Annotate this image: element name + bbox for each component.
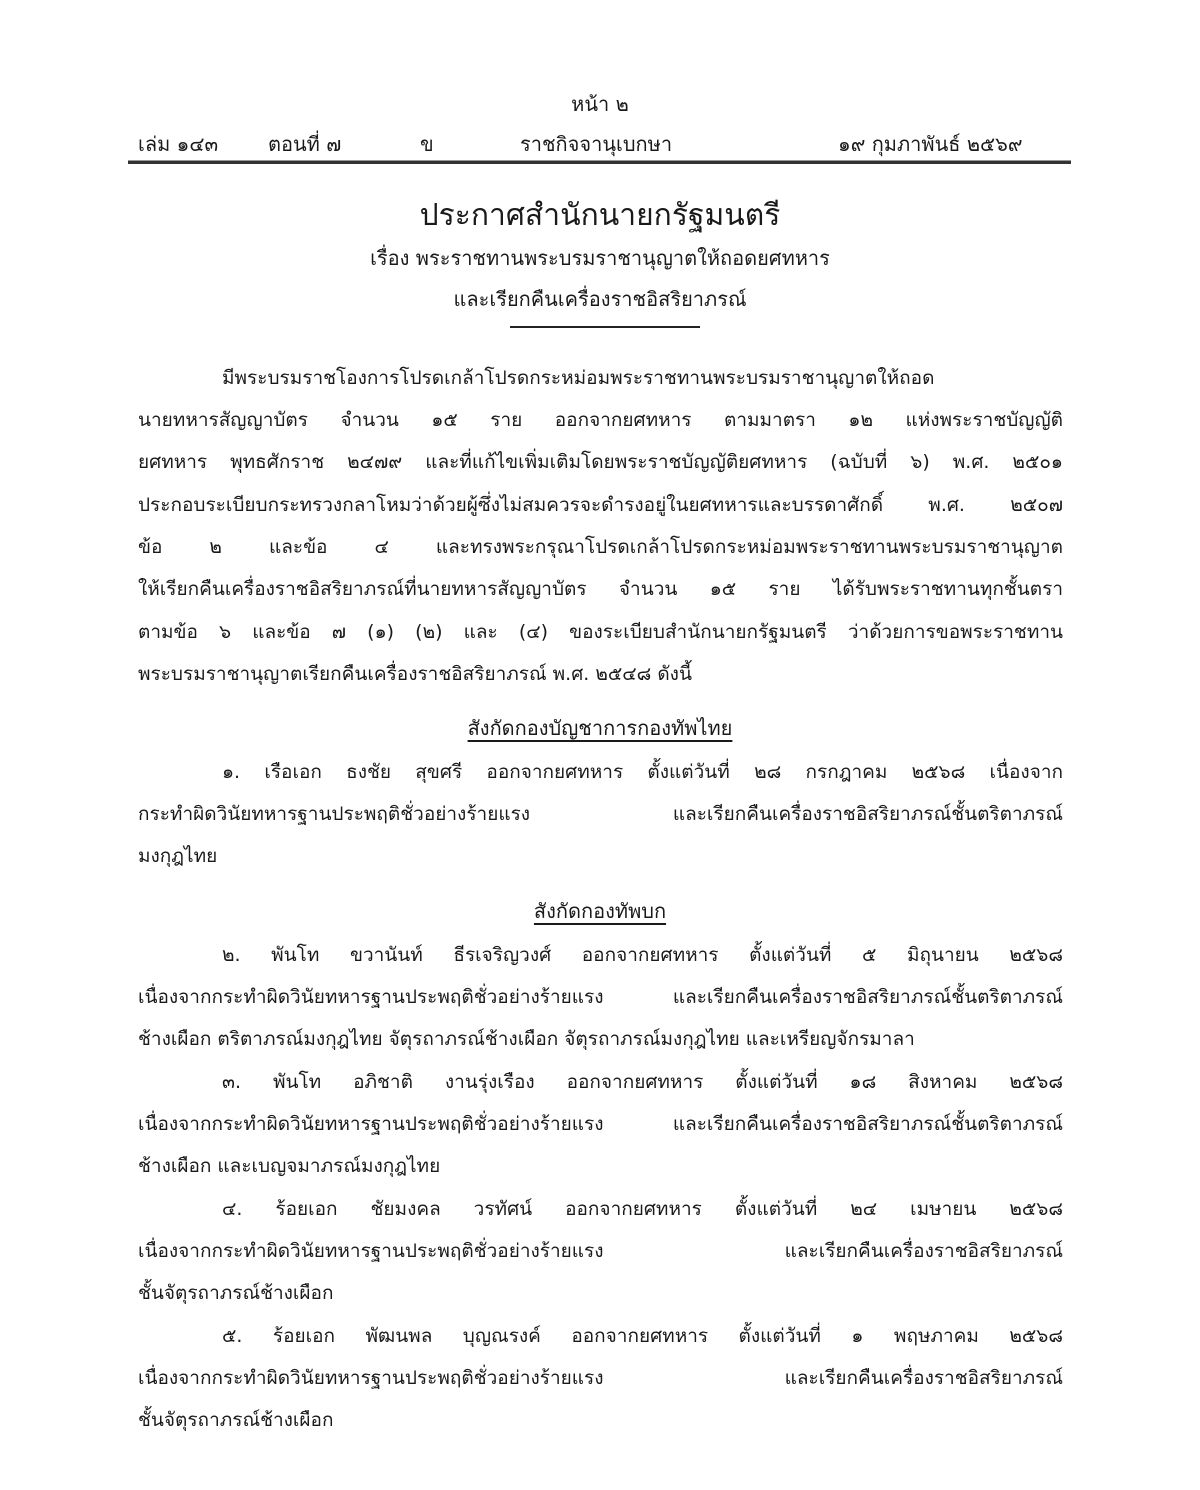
- preamble-line: ข้อ ๒ และข้อ ๔ และทรงพระกรุณาโปรดเกล้าโปรดกระหม่อมพระราชทานพระบรมราชานุญาต: [138, 536, 1063, 558]
- preamble-line: นายทหารสัญญาบัตร จำนวน ๑๕ ราย ออกจากยศทหาร ตามมาตรา ๑๒ แห่งพระราชบัญญัติ: [138, 409, 1063, 431]
- entry-line: ช้างเผือก ตริตาภรณ์มงกุฎไทย จัตุรถาภรณ์ช้างเผือก จัตุรถาภรณ์มงกุฎไทย และเหรียญจักรมาลา: [138, 1028, 915, 1050]
- entry-line: ๑. เรือเอก ธงชัย สุขศรี ออกจากยศทหาร ตั้งแต่วันที่ ๒๘ กรกฎาคม ๒๕๖๘ เนื่องจาก: [222, 761, 1063, 783]
- issue-label: ตอนที่ ๗: [268, 132, 342, 156]
- publication-date: ๑๙ กุมภาพันธ์ ๒๕๖๙: [838, 132, 1023, 156]
- document-subject-continued: และเรียกคืนเครื่องราชอิสริยาภรณ์: [453, 287, 747, 311]
- page-number: หน้า ๒: [571, 92, 629, 116]
- publication-name: ราชกิจจานุเบกษา: [520, 132, 673, 156]
- entry-line: เนื่องจากกระทำผิดวินัยทหารฐานประพฤติชั่วอย่างร้ายแรง และเรียกคืนเครื่องราชอิสริยาภรณ์: [138, 1367, 1063, 1389]
- entry-line: เนื่องจากกระทำผิดวินัยทหารฐานประพฤติชั่วอย่างร้ายแรง และเรียกคืนเครื่องราชอิสริยาภรณ์ชั้นตริตาภรณ์: [138, 986, 1063, 1008]
- entry-line: ๒. พันโท ขวานันท์ ธีรเจริญวงศ์ ออกจากยศทหาร ตั้งแต่วันที่ ๕ มิถุนายน ๒๕๖๘: [222, 944, 1063, 966]
- section-heading: สังกัดกองทัพบก: [533, 899, 667, 923]
- entry-line: มงกุฎไทย: [138, 845, 218, 867]
- preamble-line: ตามข้อ ๖ และข้อ ๗ (๑) (๒) และ (๔) ของระเบียบสำนักนายกรัฐมนตรี ว่าด้วยการขอพระราชทาน: [138, 621, 1063, 643]
- preamble-line: ประกอบระเบียบกระทรวงกลาโหมว่าด้วยผู้ซึ่งไม่สมควรจะดำรงอยู่ในยศทหารและบรรดาศักดิ์ พ.ศ. ๒๕๐๗: [138, 494, 1063, 516]
- header-divider: [128, 160, 1071, 164]
- entry-line: ช้างเผือก และเบญจมาภรณ์มงกุฎไทย: [138, 1155, 441, 1177]
- entry-line: ๕. ร้อยเอก พัฒนพล บุญณรงค์ ออกจากยศทหาร ตั้งแต่วันที่ ๑ พฤษภาคม ๒๕๖๘: [222, 1325, 1063, 1347]
- preamble-line: ยศทหาร พุทธศักราช ๒๔๗๙ และที่แก้ไขเพิ่มเติมโดยพระราชบัญญัติยศทหาร (ฉบับที่ ๖) พ.ศ. ๒๕๐๑: [138, 451, 1063, 473]
- document-subject: เรื่อง พระราชทานพระบรมราชานุญาตให้ถอดยศทหาร: [370, 246, 830, 270]
- section-label: ข: [420, 132, 434, 156]
- entry-line: ๓. พันโท อภิชาติ งานรุ่งเรือง ออกจากยศทหาร ตั้งแต่วันที่ ๑๘ สิงหาคม ๒๕๖๘: [222, 1071, 1063, 1093]
- entry-line: ๔. ร้อยเอก ชัยมงคล วรทัศน์ ออกจากยศทหาร ตั้งแต่วันที่ ๒๔ เมษายน ๒๕๖๘: [222, 1198, 1063, 1220]
- preamble-line: พระบรมราชานุญาตเรียกคืนเครื่องราชอิสริยาภรณ์ พ.ศ. ๒๕๔๘ ดังนี้: [138, 663, 692, 685]
- volume-label: เล่ม ๑๔๓: [138, 132, 219, 156]
- entry-line: ชั้นจัตุรถาภรณ์ช้างเผือก: [138, 1282, 334, 1304]
- section-heading: สังกัดกองบัญชาการกองทัพไทย: [467, 716, 733, 740]
- preamble-line: ให้เรียกคืนเครื่องราชอิสริยาภรณ์ที่นายทหารสัญญาบัตร จำนวน ๑๕ ราย ได้รับพระราชทานทุกชั้นตรา: [138, 578, 1063, 600]
- entry-line: เนื่องจากกระทำผิดวินัยทหารฐานประพฤติชั่วอย่างร้ายแรง และเรียกคืนเครื่องราชอิสริยาภรณ์ชั้นตริตาภรณ์: [138, 1113, 1063, 1135]
- title-divider: [510, 326, 700, 328]
- entry-line: ชั้นจัตุรถาภรณ์ช้างเผือก: [138, 1409, 334, 1431]
- entry-line: เนื่องจากกระทำผิดวินัยทหารฐานประพฤติชั่วอย่างร้ายแรง และเรียกคืนเครื่องราชอิสริยาภรณ์: [138, 1240, 1063, 1262]
- document-title: ประกาศสำนักนายกรัฐมนตรี: [419, 198, 781, 233]
- entry-line: กระทำผิดวินัยทหารฐานประพฤติชั่วอย่างร้ายแรง และเรียกคืนเครื่องราชอิสริยาภรณ์ชั้นตริตาภรณ์: [138, 803, 1063, 825]
- preamble-line: มีพระบรมราชโองการโปรดเกล้าโปรดกระหม่อมพระราชทานพระบรมราชานุญาตให้ถอด: [222, 367, 935, 389]
